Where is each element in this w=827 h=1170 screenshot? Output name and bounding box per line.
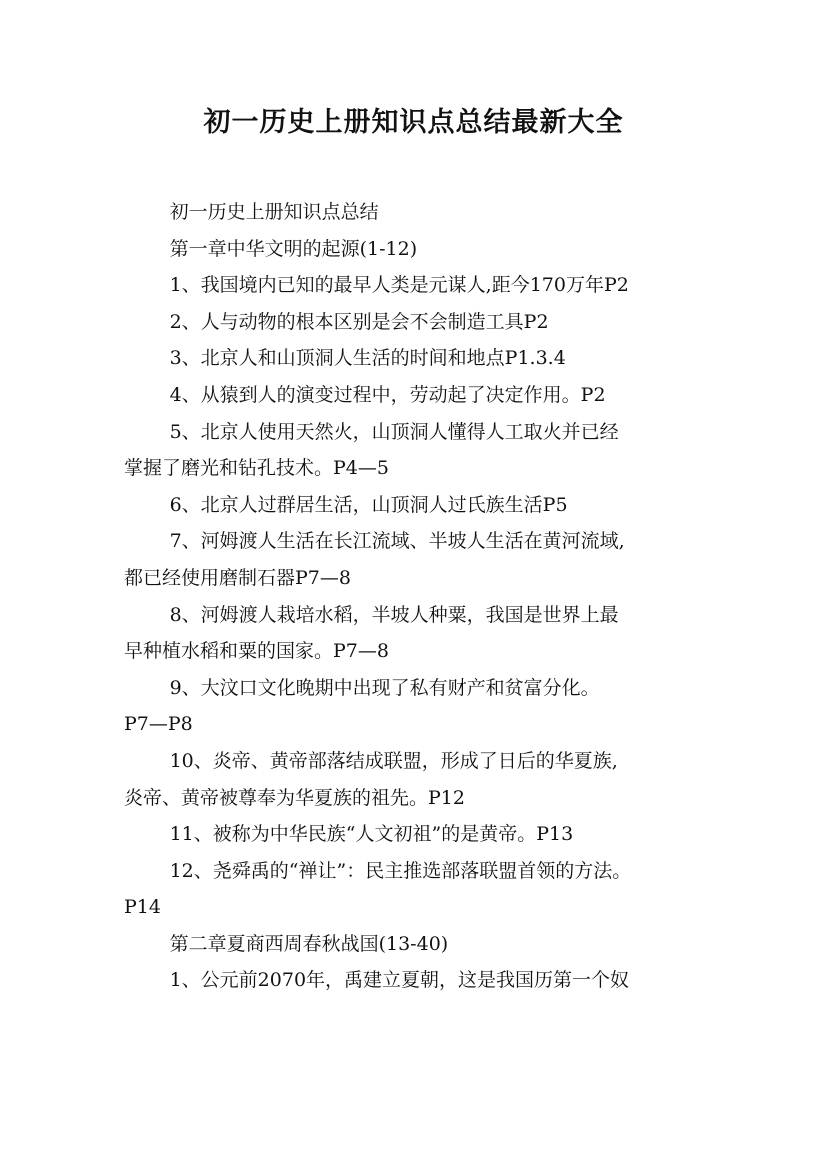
text-line: 5、北京人使用天然火，山顶洞人懂得人工取火并已经 xyxy=(169,420,619,443)
text-line: 10、炎帝、黄帝部落结成联盟，形成了日后的华夏族, xyxy=(169,749,618,772)
text-line: P14 xyxy=(124,896,161,919)
text-line: 11、被称为中华民族“人文初祖”的是黄帝。P13 xyxy=(169,823,574,846)
text-line: 9、大汶口文化晚期中出现了私有财产和贫富分化。 xyxy=(169,676,600,699)
text-line: 8、河姆渡人栽培水稻，半坡人种粟，我国是世界上最 xyxy=(169,603,619,626)
text-line: 都已经使用磨制石器P7—8 xyxy=(124,566,351,589)
text-line: 初一历史上册知识点总结 xyxy=(169,201,379,223)
text-line: 4、从猿到人的演变过程中，劳动起了决定作用。P2 xyxy=(169,383,606,406)
text-line: 2、人与动物的根本区别是会不会制造工具P2 xyxy=(169,310,549,333)
document-title: 初一历史上册知识点总结最新大全 xyxy=(203,107,624,138)
text-line: 6、北京人过群居生活，山顶洞人过氏族生活P5 xyxy=(169,493,568,516)
document-body xyxy=(124,194,708,999)
text-line: 1、我国境内已知的最早人类是元谋人,距今170万年P2 xyxy=(169,274,629,297)
text-line: 第一章中华文明的起源(1-12) xyxy=(169,237,418,260)
text-line: 早种植水稻和粟的国家。P7—8 xyxy=(124,640,389,663)
text-line: P7—P8 xyxy=(124,713,193,736)
text-line: 7、河姆渡人生活在长江流域、半坡人生活在黄河流域, xyxy=(169,530,625,553)
text-line: 3、北京人和山顶洞人生活的时间和地点P1.3.4 xyxy=(169,347,566,370)
text-line: 12、尧舜禹的“禅让”：民主推选部落联盟首领的方法。 xyxy=(169,859,632,882)
text-line: 1、公元前2070年，禹建立夏朝，这是我国历第一个奴 xyxy=(169,969,630,992)
text-line: 炎帝、黄帝被尊奉为华夏族的祖先。P12 xyxy=(124,786,465,809)
text-line: 第二章夏商西周春秋战国(13-40) xyxy=(169,932,449,955)
text-line: 掌握了磨光和钻孔技术。P4—5 xyxy=(124,457,389,480)
